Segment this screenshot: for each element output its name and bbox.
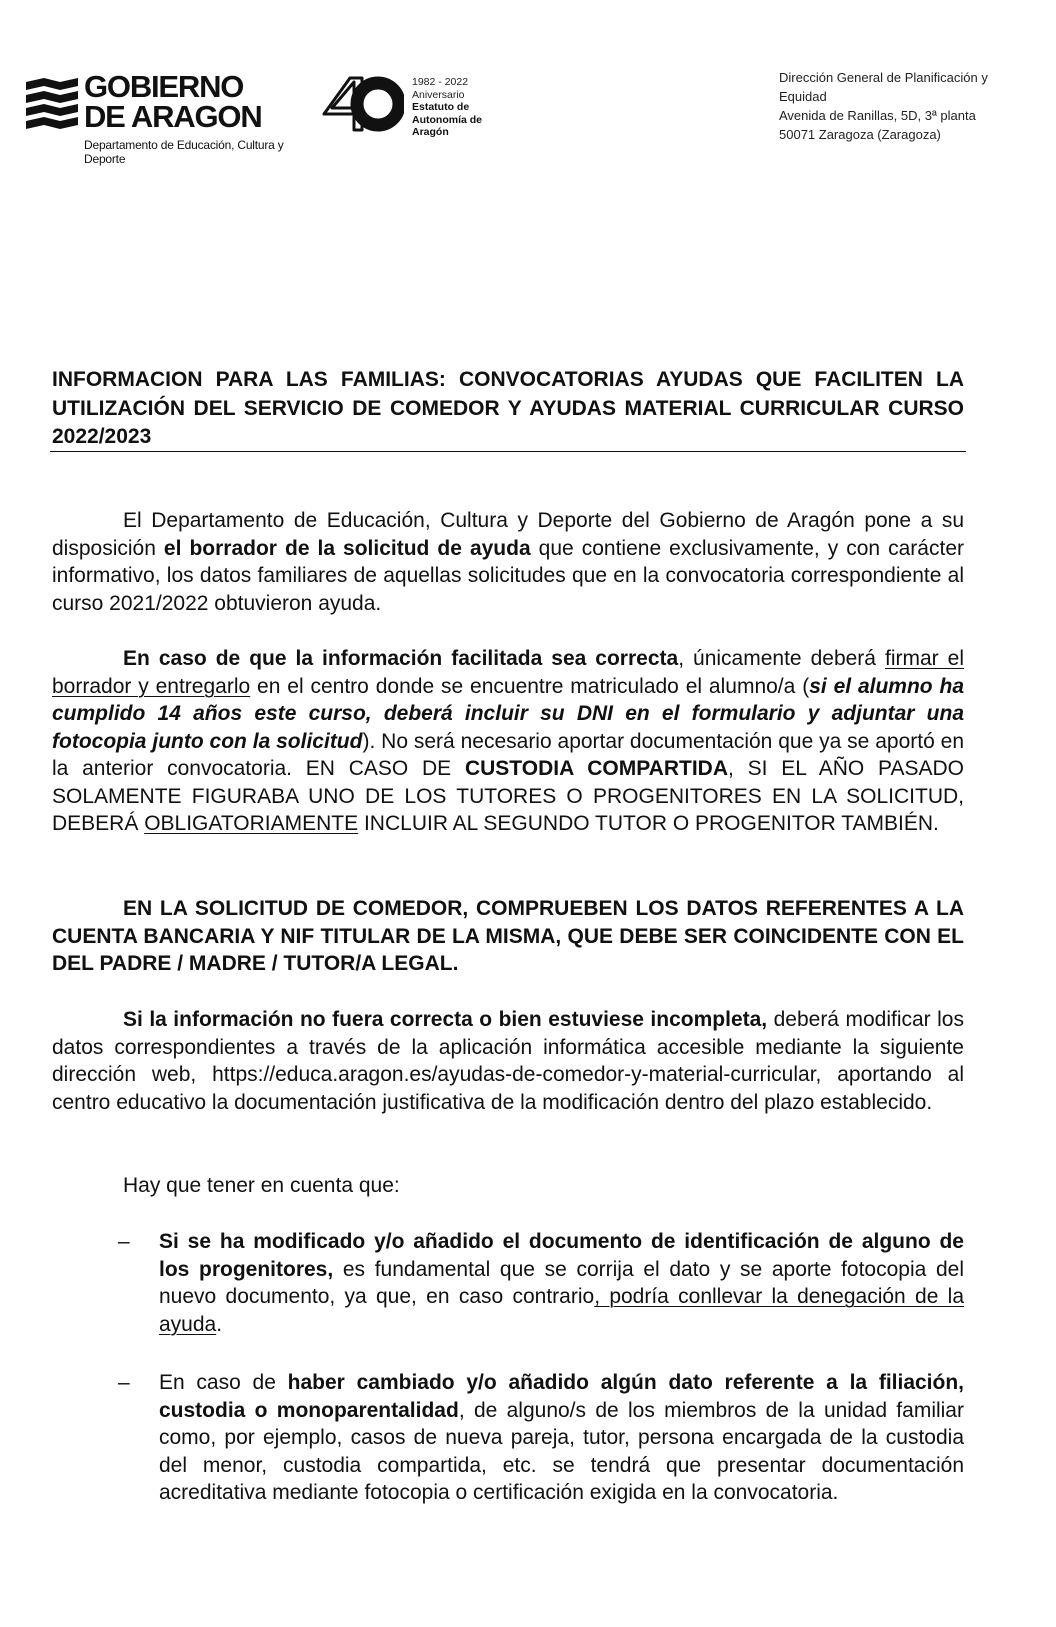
anniversary-statute-2: Autonomía de [412,113,482,126]
anniversary-label: Aniversario [412,88,465,101]
logo-line-1: GOBIERNO [84,69,244,104]
address-line: Avenida de Ranillas, 5D, 3ª planta [779,108,976,123]
paragraph-correct-info: En caso de que la información facilitada sea correcta, únicamente deberá firmar el borrador y entregarlo en el centro donde se encuentre matriculado el alumno/a (si el alumno ha cumplido 14 años este curso, deberá incluir su DNI en el formulario y adjuntar una fotocopia junto con la solicitud). No será necesario aportar documentación que ya se aportó en la anterior convocatoria. EN CASO DE CUSTODIA COMPARTIDA, SI EL AÑO PASADO SOLAMENTE FIGURABA UNO DE LOS TUTORES O PROGENITORES EN LA SOLICITUD, DEBERÁ OBLIGATORIAMENTE INCLUIR AL SEGUNDO TUTOR O PROGENITOR TAMBIÉN. [52,647,965,835]
paragraph-incorrect-info: Si la información no fuera correcta o bien estuviese incompleta, deberá modificar los datos correspondientes a través de la aplicación informática accesible mediante la siguiente dirección web, https://educa.aragon.es/ayudas-de-comedor-y-material-curricular, aportando al centro educativo la documentación justificativa de la modificación dentro del plazo establecido. [52,1008,964,1114]
title-divider [50,451,966,452]
logo-line-2: DE ARAGON [84,99,262,134]
paragraph-note-intro: Hay que tener en cuenta que: [123,1174,400,1197]
logo-wordmark [84,69,284,134]
address-line: Equidad [779,89,827,104]
sender-address [779,68,1029,144]
anniversary-years: 1982 - 2022 [412,76,469,88]
document-title: INFORMACION PARA LAS FAMILIAS: CONVOCATORIAS AYUDAS QUE FACILITEN LA UTILIZACIÓN DEL SERVICIO DE COMEDOR Y AYUDAS MATERIAL CURRICULAR CURSO 2022/2023 [52,368,964,448]
bullet-id-document: Si se ha modificado y/o añadido el documento de identificación de alguno de los progenitores, es fundamental que se corrija el dato y se aporte fotocopia del nuevo documento, ya que, en caso contrario, podría conllevar la denegación de la ayuda. [159,1230,965,1336]
logo-department: Departamento de Educación, Cultura y Deporte [84,138,284,166]
paragraph-bank-account: EN LA SOLICITUD DE COMEDOR, COMPRUEBEN LOS DATOS REFERENTES A LA CUENTA BANCARIA Y NIF TITULAR DE LA MISMA, QUE DEBE SER COINCIDENTE CON EL DEL PADRE / MADRE / TUTOR/A LEGAL. [52,897,964,975]
bullet-dash: – [118,1230,130,1253]
bullet-filiation: En caso de haber cambiado y/o añadido algún dato referente a la filiación, custodia o monoparentalidad, de alguno/s de los miembros de la unidad familiar como, por ejemplo, casos de nueva pareja, tutor, persona encargada de la custodia del menor, custodia compartida, etc. se tendrá que presentar documentación acreditativa mediante fotocopia o certificación exigida en la convocatoria. [159,1371,965,1504]
anniversary-statute-1: Estatuto de [412,101,470,113]
bullet-dash: – [118,1371,130,1394]
aragon-stripes-icon [26,78,78,130]
paragraph-intro: El Departamento de Educación, Cultura y Deporte del Gobierno de Aragón pone a su disposición el borrador de la solicitud de ayuda que contiene exclusivamente, y con carácter informativo, los datos familiares de aquellas solicitudes que en la convocatoria correspondiente al curso 2021/2022 obtuvieron ayuda. [52,509,964,615]
anniversary-text [412,76,532,139]
anniversary-statute-3: Aragón [412,126,449,138]
address-line: 50071 Zaragoza (Zaragoza) [779,127,941,142]
address-line: Dirección General de Planificación y [779,70,988,85]
forty-anniversary-icon [320,76,404,134]
